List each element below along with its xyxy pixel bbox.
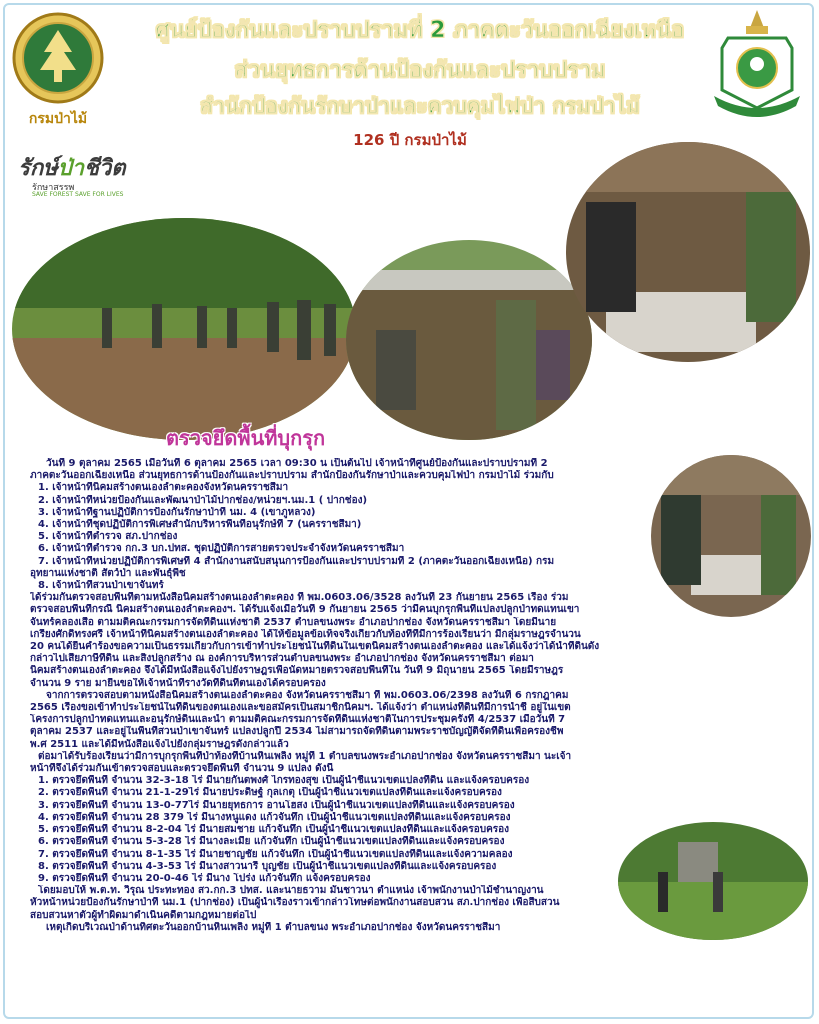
paragraph-line: พ.ศ 2511 และได้มีหนังสือแจ้งไปยังกลุ่มราษฎรดังกล่าวแล้ว xyxy=(30,738,289,750)
header-title-line-2: ส่วนยุทธการด้านป้องกันและปราบปราม xyxy=(234,58,606,83)
plot-item: 5. ตรวจยึดพื้นที่ จำนวน 8-2-04 ไร่ มีนายสมชาย แก้วจันทึก เป็นผู้นำชี้แนวเขตแปลงที่ดินและแจ้งครอบครอง xyxy=(38,824,510,836)
plot-item: 2. ตรวจยึดพื้นที่ จำนวน 21-1-29ไร่ มีนายประดิษฐ์ กุลเกตุ เป็นผู้นำชี้แนวเขตแปลงที่ดินและแจ้งครอบครอง xyxy=(38,787,502,799)
paragraph-line: 20 คนได้ยื่นคำร้องขอความเป็นธรรมเกี่ยวกับการเข้าทำประโยชน์ในที่ดินในเขตนิคมสร้างตนเองลำตะคอง และได้แจ้งว่าได้นำที่ดินดัง xyxy=(30,641,600,653)
photo-document-check xyxy=(566,142,810,362)
paragraph-line: นิคมสร้างตนเองลำตะคอง จึงได้มีหนังสือแจ้งไปยังราษฎรเพื่อนัดหมายตรวจสอบพื้นที่ใน วันที่ 9 มิถุนายน 2565 โดยมีราษฎร xyxy=(30,665,564,677)
paragraph-line: กล่าวไปเสียภาษีที่ดิน และสิ่งปลูกสร้าง ณ องค์การบริหารส่วนตำบลขนงพระ อำเภอปากช่อง จังหวัดนครราชสีมา ต่อมา xyxy=(30,653,534,665)
unit-item: 5. เจ้าหน้าที่ตำรวจ สภ.ปากช่อง xyxy=(38,531,178,543)
plot-item: 7. ตรวจยึดพื้นที่ จำนวน 8-1-35 ไร่ มีนายชาญชัย แก้วจันทึก เป็นผู้นำชี้แนวเขตแปลงที่ดินและแจ้งความคลอง xyxy=(38,848,513,860)
unit-item: 3. เจ้าหน้าที่ฐานปฏิบัติการป้องกันรักษาป่าที่ นม. 4 (เขาภูหลวง) xyxy=(38,506,316,518)
closing-line: เหตุเกิดบริเวณป่าด้านทิศตะวันออกบ้านหินเพลิง หมู่ที่ 1 ตำบลขนง พระอำเภอปากช่อง จังหวัดนครราชสีมา xyxy=(46,921,501,933)
unit-item: 6. เจ้าหน้าที่ตำรวจ กก.3 บก.ปทส. ชุดปฏิบัติการสายตรวจประจำจังหวัดนครราชสีมา xyxy=(38,543,405,555)
photo-officers-field xyxy=(12,218,356,440)
paragraph-line: จำนวน 9 ราย มายื่นขอให้เจ้าหน้าที่รางวัดที่ดินที่ตนเองได้ครอบครอง xyxy=(30,677,326,689)
unit-item: 4. เจ้าหน้าที่ชุดปฏิบัติการพิเศษสำนักบริหารพื้นที่อนุรักษ์ที่ 7 (นครราชสีมา) xyxy=(38,519,362,531)
unit-item: 7. เจ้าหน้าที่หน่วยปฏิบัติการพิเศษที่ 4 สำนักงานสนับสนุนการป้องกันและปราบปรามที่ 2 (ภาคตะวันออกเฉียงเหนือ) กรม xyxy=(38,555,555,567)
paragraph-line: ได้ร่วมกันตรวจสอบพื้นที่ตามหนังสือนิคมสร้างตนเองลำตะคอง ที่ พม.0603.06/3528 ลงวันที่ 23 กันยายน 2565 เรื่อง ร่วม xyxy=(30,592,569,604)
paragraph-line: เกรียงศักดิ์ทรงศรี เจ้าหน้าที่นิคมสร้างตนเองลำตะคอง ได้ให้ข้อมูลข้อเท็จจริงเกี่ยวกับท้องที่ที่มีการร้องเรียนว่า มีกลุ่มราษฎรจำนวน xyxy=(30,628,581,640)
campaign-title: รักษ์ป่าชีวิต xyxy=(18,156,126,181)
header-title-line-3: สำนักป้องกันรักษาป่าและควบคุมไฟป่า กรมป่าไม้ xyxy=(200,94,640,118)
intro-line: ภาคตะวันออกเฉียงเหนือ ส่วนยุทธการด้านป้องกันและปราบปราม สำนักป้องกันรักษาป่าและควบคุมไฟป่า กรมป่าไม้ ร่วมกับ xyxy=(30,470,554,482)
paragraph-line: 2565 เรื่องขอเข้าทำประโยชน์ในที่ดินของตนเองและขอสมัครเป็นสมาชิกนิคมฯ. ได้แจ้งว่า ตำแหน่งที่ดินที่มีการนำชี้ อยู่ในเขต xyxy=(30,702,571,714)
plot-item: 4. ตรวจยึดพื้นที่ จำนวน 28 379 ไร่ มีนางหนูแดง แก้วจันทึก เป็นผู้นำชี้แนวเขตแปลงที่ดินและแจ้งครอบครอง xyxy=(38,811,511,823)
paragraph-line: สอบสวนหาตัวผู้ทำผิดมาดำเนินคดีตามกฎหมายต่อไป xyxy=(30,909,257,921)
anniversary-text: 126 ปี กรมป่าไม้ xyxy=(353,131,467,149)
plot-item: 6. ตรวจยึดพื้นที่ จำนวน 5-3-28 ไร่ มีนางละเมีย แก้วจันทึก เป็นผู้นำชี้แนวเขตแปลงที่ดินและแจ้งครอบครอง xyxy=(38,836,505,848)
paragraph-line: หน้าที่จึงได้ร่วมกันเข้าตรวจสอบและตรวจยึดพื้นที่ จำนวน 9 แปลง ดังนี้ xyxy=(30,763,334,775)
forest-department-emblem-icon xyxy=(12,12,104,104)
photo-officers-shelter xyxy=(346,240,592,440)
paragraph-line: ตรวจสอบพื้นที่กรณี นิคมสร้างตนเองลำตะคองฯ. ได้รับแจ้งเมื่อวันที่ 9 กันยายน 2565 ว่ามีคนบุกรุกพื้นที่แปลงปลูกป่าทดแทนเขา xyxy=(30,604,580,616)
forest-department-label: กรมป่าไม้ xyxy=(28,111,88,127)
campaign-subtitle: รักษาสรรพ xyxy=(32,183,75,193)
paragraph-line: จันทร์คลองเสือ ตามมติคณะกรรมการจัดที่ดินแห่งชาติ 2537 ตำบลขนงพระ อำเภอปากช่อง จังหวัดนครราชสีมา โดยมีนาย xyxy=(30,616,557,628)
header-title-line-1: ศูนย์ป้องกันและปราบปรามที่ 2 ภาคตะวันออกเฉียงเหนือ xyxy=(155,18,685,43)
document-subject: ตรวจยึดพื้นที่บุกรุก xyxy=(166,426,326,450)
unit-item: อุทยานแห่งชาติ สัตว์ป่า และพันธุ์พืช xyxy=(30,567,186,579)
plot-item: 3. ตรวจยึดพื้นที่ จำนวน 13-0-77ไร่ มีนายยุทธการ อานโฮสง เป็นผู้นำชี้แนวเขตแปลงที่ดินและแจ้งครอบครอง xyxy=(38,799,515,811)
plot-item: 8. ตรวจยึดพื้นที่ จำนวน 4-3-53 ไร่ มีนางสาวนารี บุญชัย เป็นผู้นำชี้แนวเขตแปลงที่ดินและแจ้งครอบครอง xyxy=(38,860,497,872)
save-forest-campaign-logo xyxy=(18,150,146,202)
paragraph-line: โครงการปลูกป่าทดแทนและอนุรักษ์ดินและน้ำ ตามมติคณะกรรมการจัดที่ดินแห่งชาติในการประชุมครั้งที่ 4/2537 เมื่อวันที่ 7 xyxy=(30,714,566,726)
paragraph-line: ตุลาคม 2537 และอยู่ในพื้นที่สวนป่าเขาจันทร์ แปลงปลูกปี 2534 ไม่สามารถจัดที่ดินตามพระราชบัญญัติจัดที่ดินเพื่อครองชีพ xyxy=(30,726,564,738)
paragraph-line: จากการตรวจสอบตามหนังสือนิคมสร้างตนเองลำตะคอง จังหวัดนครราชสีมา ที่ พม.0603.06/2398 ลงวันที่ 6 กรกฎาคม xyxy=(46,689,569,701)
plot-item: 9. ตรวจยึดพื้นที่ จำนวน 20-0-46 ไร่ มีนาง โปร่ง แก้วจันทึก แจ้งครอบครอง xyxy=(38,872,371,884)
unit-item: 8. เจ้าหน้าที่สวนป่าเขาจันทร์ xyxy=(38,580,164,592)
unit-item: 1. เจ้าหน้าที่นิคมสร้างตนเองลำตะคองจังหวัดนครราชสีมา xyxy=(38,482,289,494)
protection-center-emblem-icon xyxy=(708,8,806,120)
campaign-english: SAVE FOREST SAVE FOR LIVES xyxy=(32,191,124,198)
paragraph-line: ต่อมาได้รับร้องเรียนว่ามีการบุกรุกพื้นที่ป่าท้องที่บ้านหินเพลิง หมู่ที่ 1 ตำบลขนงพระอำเภอปากช่อง จังหวัดนครราชสีมา นะเจ้า xyxy=(38,750,572,762)
plot-item: 1. ตรวจยึดพื้นที่ จำนวน 32-3-18 ไร่ มีนายกันตพงศ์ ไกรทองสุข เป็นผู้นำชี้แนวเขตแปลงที่ดิน และแจ้งครอบครอง xyxy=(38,775,530,787)
document-body xyxy=(30,458,790,934)
unit-item: 2. เจ้าหน้าที่หน่วยป้องกันและพัฒนาป่าไม้ปากช่อง/หน่วยฯ.นม.1 ( ปากช่อง) xyxy=(38,494,368,506)
paragraph-line: หัวหน้าหน่วยป้องกันรักษาป่าที่ นม.1 (ปากช่อง) เป็นผู้นำเรื่องราวเข้ากล่าวโทษต่อพนักงานสอบสวน สภ.ปากช่อง เพื่อสืบสวน xyxy=(30,897,560,909)
paragraph-line: โดยมอบให้ พ.ต.ท. วิรุณ ประทะทอง สว.กก.3 ปทส. และนายธวาม มั่นชาวนา ตำแหน่ง เจ้าพนักงานป่าไม้ชำนาญงาน xyxy=(38,885,544,897)
intro-line: วันที่ 9 ตุลาคม 2565 เมื่อวันที่ 6 ตุลาคม 2565 เวลา 09:30 น เป็นต้นไป เจ้าหน้าที่ศูนย์ป้องกันและปราบปรามที่ 2 xyxy=(46,458,548,469)
